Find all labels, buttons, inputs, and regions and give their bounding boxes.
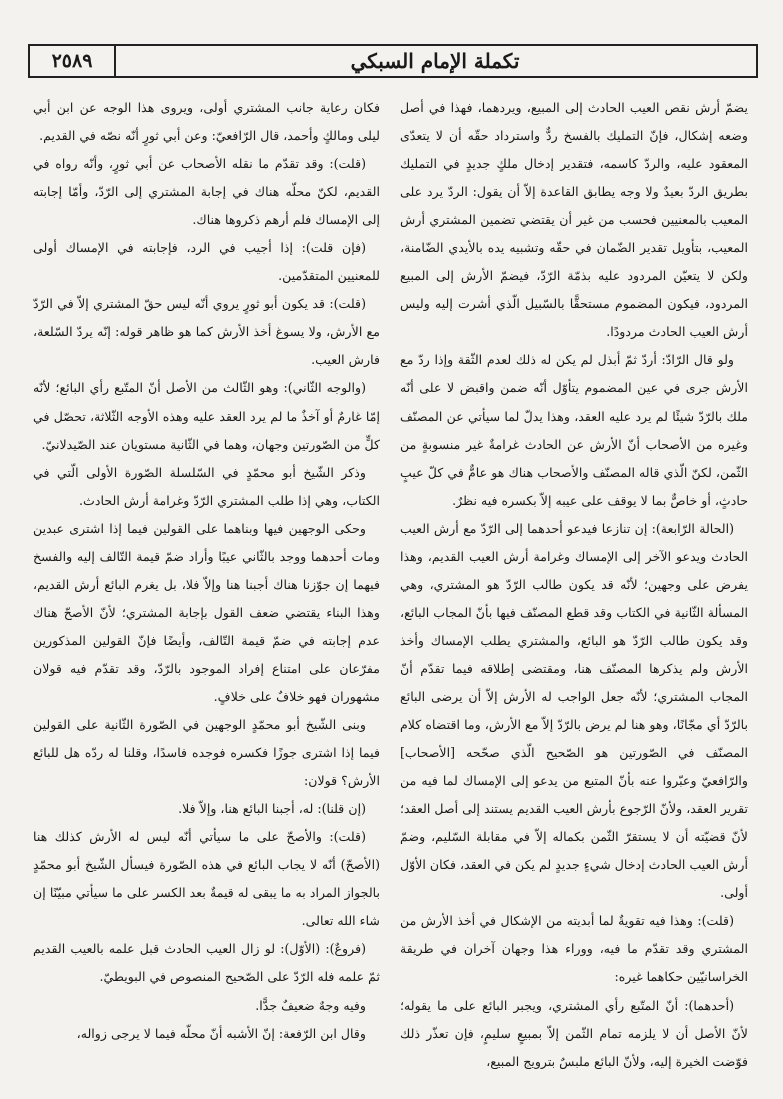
- paragraph: (فروعٌ): (الأوّل): لو زال العيب الحادث قبل علمه بالعيب القديم ثمّ علمه فله الرّدّ على الصّحيح المنصوص في البويطيّ.: [33, 941, 380, 985]
- paragraph: (فإن قلت): إذا أجيب في الرد، فإجابته في الإمساك أولى للمعنيين المتقدّمين.: [33, 240, 380, 284]
- paragraph: (أحدهما): أنّ المتّبع رأي المشتري، ويجبر البائع على ما يقوله؛ لأنّ الأصل أن لا يلزمه تمام الثّمن إلاّ بمبيعٍ سليمٍ، فإن تعذّر ذلك فوّضت الخيرة إليه، ولأنّ البائع ملبسٌ بترويج المبيع،: [400, 997, 748, 1069]
- paragraph: (إن قلنا): له، أجبنا البائع هنا، وإلاّ فلا.: [178, 801, 366, 817]
- paragraph: فكان رعاية جانب المشتري أولى، ويروى هذا الوجه عن ابن أبي ليلى ومالكٍ وأحمد، قال الرّافعيّ: وعن أبي ثورٍ أنّه نصّه في القديم.: [33, 100, 380, 144]
- running-title: تكملة الإمام السبكي: [350, 49, 520, 73]
- page-number: ٢٥٨٩: [30, 46, 116, 76]
- paragraph: يضمّ أرش نقص العيب الحادث إلى المبيع، ويردهما، فهذا في أصل وضعه إشكال، فإنّ التمليك بالفسخ ردٌّ واسترداد حقّه أن لا يتعدّى المعقود عليه، والردّ كاسمه، فتقدير إدخال ملكٍ جديدٍ في التمليك بطريق الردّ بعيدٌ ولا وجه يطابق القاعدة إلاّ أن يقول: الردّ يرد على المعيب بالمعنيين فحسب من غير أن يقتضي تضمين المشتري أرش المعيب، بتأويل تقدير الضّمان في حقّه وتشبيه يده بالأيدي الضّامنة، ولكن لا يتعيّن المردود عليه بذمّة الرّدّ، فيضمّ الأرش إلى المبيع المردود، فيكون المضموم مستحقًّا بالسّبيل الّذي أشرت إليه وليس أرش العيب الحادث مردودًا.: [400, 100, 748, 340]
- paragraph: وذكر الشّيخ أبو محمّدٍ في السّلسلة الصّورة الأولى الّتي في الكتاب، وهي إذا طلب المشتري الرّدّ وغرامة أرش الحادث.: [33, 464, 380, 508]
- page-header: [28, 44, 758, 78]
- left-column: [33, 94, 380, 1048]
- paragraph: (قلت): وهذا فيه تقويةٌ لما أبديته من الإشكال في أخذ الأرش من المشتري وقد تقدّم ما فيه، ووراء هذا وجهان آخران في طريقة الخراسانيّين حكاهما غيره:: [400, 913, 748, 985]
- paragraph: (الحالة الرّابعة): إن تنازعا فيدعو أحدهما إلى الرّدّ مع أرش العيب الحادث ويدعو الآخر إلى الإمساك وغرامة أرش العيب القديم، وهذا يفرض على وجهين؛ لأنّه قد يكون طالب الرّدّ هو المشتري، وهي المسألة الثّانية في الكتاب وقد قطع المصنّف فيها بأنّ المجاب البائع، وقد يكون طالب الرّدّ هو البائع، والمشتري يطلب الإمساك وأخذ الأرش ولم يذكرها المصنّف هنا، ومقتضى إطلاقه فيما تقدّم أنّ المجاب المشتري؛ لأنّه جعل الواجب له الأرش إلاّ أن يرضى البائع بالرّدّ أي مجّانًا، وهو هنا لم يرض بالرّدّ إلاّ مع الأرش، وما اقتضاه كلام المصنّف في الصّورتين هو الصّحيح الّذي صحّحه [الأصحاب] والرّافعيّ وعبّروا عنه بأنّ المتبع من يدعو إلى الإمساك لما فيه من تقرير العقد، ولأنّ الرّجوع بأرش العيب القديم يستند إلى أصل العقد؛ لأنّ قضيّته أن لا يستقرّ الثّمن بكماله إلاّ في مقابلة السّليم، وضمّ أرش العيب الحادث إدخال شيءٍ جديدٍ لم يكن في العقد، فكان الأوّل أولى.: [400, 520, 748, 901]
- paragraph: (والوجه الثّاني): وهو الثّالث من الأصل أنّ المتّبع رأي البائع؛ لأنّه إمّا غارمٌ أو آخذٌ ما لم يرد العقد عليه وهذه الأوجه الثّلاثة، تحصّل في كلٍّ من الصّورتين وجهان، وهما في الثّانية مستويان عند الصّيدلانيّ.: [33, 380, 380, 452]
- paragraph: وفيه وجهٌ ضعيفٌ جدًّا.: [255, 997, 366, 1013]
- paragraph: وحكى الوجهين فيها وبناهما على القولين فيما إذا اشترى عبدين ومات أحدهما ووجد بالثّاني عيبًا وأراد ضمّ قيمة التّالف إليه والفسخ فيهما إن جوّزنا هناك أجبنا هنا وإلاّ فلا، بل يغرم البائع أرش القديم، وهذا البناء يقتضي ضعف القول بإجابة المشتري؛ لأنّ الأصحّ هناك عدم إجابته في ضمّ قيمة التّالف، وأيضًا فإنّ القولين المذكورين مفرّعان على امتناع إفراد الموجود بالرّدّ، وقد تقدّم فيه قولان مشهوران فهو خلافٌ على خلافٍ.: [33, 520, 380, 704]
- paragraph: (قلت): وقد تقدّم ما نقله الأصحاب عن أبي ثورٍ، وأنّه رواه في القديم، لكنّ محلّه هناك في إجابة المشتري إلى الرّدّ، وأمّا إجابته إلى الإمساك فلم أرهم ذكروها هناك.: [33, 156, 380, 228]
- paragraph: (قلت): قد يكون أبو ثورٍ يروي أنّه ليس حقّ المشتري إلاّ في الرّدّ مع الأرش، ولا يسوغ أخذ الأرش كما هو ظاهر قوله: إنّه يردّ السّلعة، فارش العيب.: [33, 296, 380, 368]
- paragraph: ولو قال الرّادّ: أردّ ثمّ أبذل لم يكن له ذلك لعدم الثّقة وإذا ردّ مع الأرش جرى في عين المضموم يتأوّل أنّه ضمن واقبض لا على أنّه ملك بالرّدّ شيئًا لم يرد عليه العقد، وهذا يدلّ لما سيأتي عن المصنّف وغيره من الأصحاب أنّ الأرش عن الحادث غرامةٌ غير منسوبةٍ من الثّمن، لكنّ الّذي قاله المصنّف والأصحاب هناك هو عامٌّ في كلّ عيبٍ حادثٍ، أو خاصٌّ بما لا يوقف على عيبه إلاّ بكسره فيه نظرٌ.: [400, 352, 748, 508]
- paragraph: وقال ابن الرّفعة: إنّ الأشبه أنّ محلّه فيما لا يرجى زواله،: [76, 1025, 366, 1041]
- paragraph: (قلت): والأصحّ على ما سيأتي أنّه ليس له الأرش كذلك هنا (الأصحّ) أنّه لا يجاب البائع في هذه الصّورة فيسأل الشّيخ أبو محمّدٍ بالجواز المراد به ما يبقى له قيمةٌ بعد الكسر على ما سيأتي مبيّنًا إن شاء الله تعالى.: [33, 829, 380, 929]
- paragraph: وبنى الشّيخ أبو محمّدٍ الوجهين في الصّورة الثّانية على القولين فيما إذا اشترى جوزًا فكسره فوجده فاسدًا، وقلنا له ردّه هل للبائع الأرش؟ قولان:: [33, 717, 380, 789]
- right-column: [400, 94, 748, 1076]
